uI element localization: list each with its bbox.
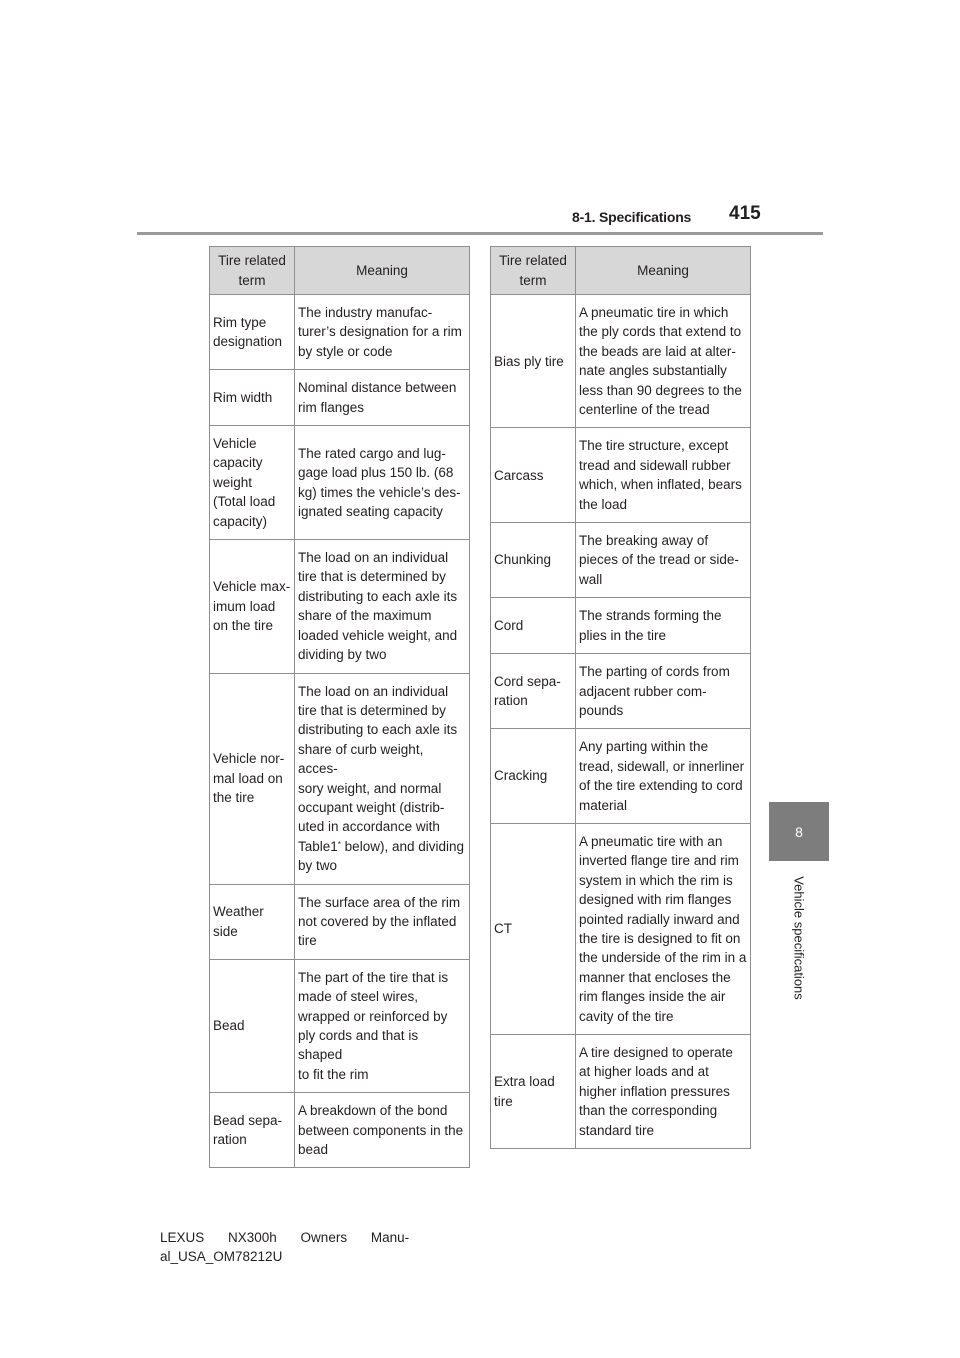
footnote-marker: *: [337, 839, 341, 849]
term-cell: Vehicle nor- mal load on the tire: [210, 673, 295, 884]
meaning-cell: The tire structure, except tread and sidewall rubber which, when inflated, bears the load: [576, 428, 751, 523]
table-row: [491, 729, 751, 824]
meaning-text: below), and dividing by two: [298, 838, 464, 874]
term-cell: Bead: [210, 959, 295, 1092]
chapter-side-label: Vehicle specifications: [791, 876, 807, 1000]
meaning-cell: The rated cargo and lug- gage load plus 150 lb. (68 kg) times the vehicle’s des- ignated seating capacity: [295, 426, 470, 540]
tire-terms-table-right: [490, 246, 751, 1149]
meaning-column-header: Meaning: [295, 247, 470, 295]
term-cell: Bias ply tire: [491, 295, 576, 428]
table-row: [491, 523, 751, 598]
table-row: [491, 428, 751, 523]
header-divider: [137, 232, 823, 235]
footer-line-1: LEXUS NX300h Owners Manu-: [160, 1230, 410, 1245]
meaning-cell: The parting of cords from adjacent rubber com- pounds: [576, 654, 751, 729]
term-column-header: Tire related term: [210, 247, 295, 295]
term-cell: CT: [491, 823, 576, 1034]
table-row: [210, 426, 470, 540]
term-cell: Bead sepa- ration: [210, 1093, 295, 1168]
page-number: 415: [729, 203, 761, 224]
term-cell: Rim type designation: [210, 295, 295, 370]
meaning-cell: The industry manufac- turer’s designation for a rim by style or code: [295, 295, 470, 370]
section-title: 8-1. Specifications: [572, 209, 692, 225]
table-row: [210, 295, 470, 370]
table-row: [210, 884, 470, 959]
meaning-cell: [295, 673, 470, 884]
meaning-cell: The strands forming the plies in the tire: [576, 598, 751, 654]
meaning-cell: Nominal distance between rim flanges: [295, 370, 470, 426]
table-row: [210, 673, 470, 884]
table-row: [210, 540, 470, 673]
term-cell: Chunking: [491, 523, 576, 598]
term-cell: Cord: [491, 598, 576, 654]
meaning-column-header: Meaning: [576, 247, 751, 295]
table-row: [491, 1035, 751, 1149]
table-header-row: [491, 247, 751, 295]
manual-footer: [160, 1228, 409, 1266]
term-cell: Cord sepa- ration: [491, 654, 576, 729]
meaning-cell: A pneumatic tire with an inverted flange tire and rim system in which the rim is designed with rim flanges pointed radially inward and the tire is designed to fit on the underside of the rim in a manner that encloses the rim flanges inside the air cavity of the tire: [576, 823, 751, 1034]
footer-line-2: al_USA_OM78212U: [160, 1249, 283, 1264]
table-header-row: [210, 247, 470, 295]
tire-terms-table-left: [209, 246, 470, 1168]
meaning-text: The load on an individual tire that is determined by distributing to each axle its share of curb weight, acces- sory weight, and normal occupant weight (distrib- uted in accordance with Table1: [298, 683, 458, 854]
meaning-cell: The surface area of the rim not covered by the inflated tire: [295, 884, 470, 959]
term-cell: Carcass: [491, 428, 576, 523]
meaning-cell: A pneumatic tire in which the ply cords that extend to the beads are laid at alter- nate angles substantially less than 90 degrees to the centerline of the tread: [576, 295, 751, 428]
table-row: [210, 959, 470, 1092]
term-cell: Rim width: [210, 370, 295, 426]
meaning-cell: The breaking away of pieces of the tread or side- wall: [576, 523, 751, 598]
table-row: [210, 370, 470, 426]
term-cell: Weather side: [210, 884, 295, 959]
chapter-tab: 8: [769, 802, 829, 861]
meaning-cell: The part of the tire that is made of steel wires, wrapped or reinforced by ply cords and that is shaped to fit the rim: [295, 959, 470, 1092]
meaning-cell: The load on an individual tire that is determined by distributing to each axle its share of the maximum loaded vehicle weight, and dividing by two: [295, 540, 470, 673]
term-cell: Extra load tire: [491, 1035, 576, 1149]
meaning-cell: A breakdown of the bond between components in the bead: [295, 1093, 470, 1168]
table-row: [491, 295, 751, 428]
term-cell: Vehicle capacity weight (Total load capacity): [210, 426, 295, 540]
term-cell: Vehicle max- imum load on the tire: [210, 540, 295, 673]
table-row: [491, 654, 751, 729]
table-row: [491, 823, 751, 1034]
term-cell: Cracking: [491, 729, 576, 824]
meaning-cell: A tire designed to operate at higher loads and at higher inflation pressures than the corresponding standard tire: [576, 1035, 751, 1149]
term-column-header: Tire related term: [491, 247, 576, 295]
table-row: [491, 598, 751, 654]
table-row: [210, 1093, 470, 1168]
meaning-cell: Any parting within the tread, sidewall, or innerliner of the tire extending to cord material: [576, 729, 751, 824]
